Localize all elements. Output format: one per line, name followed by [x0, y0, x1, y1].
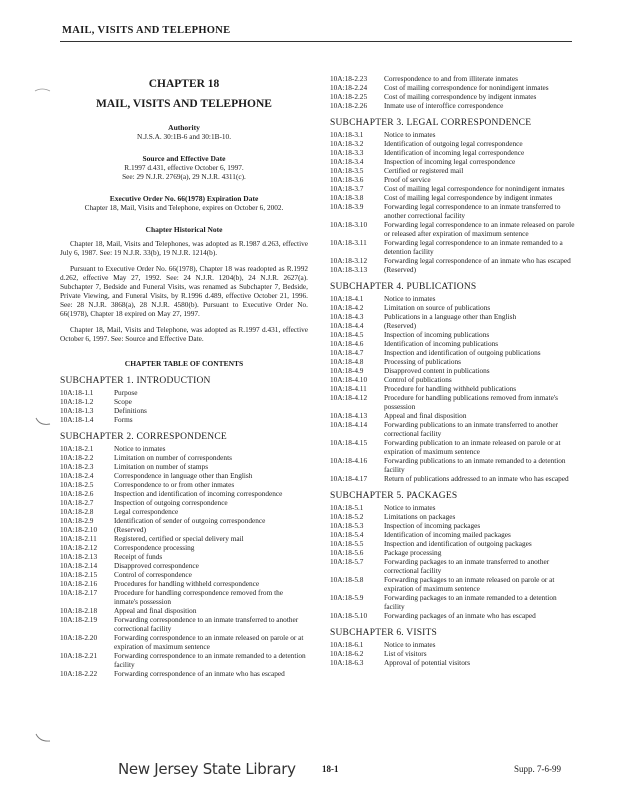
- subchapter-1-title: SUBCHAPTER 1. INTRODUCTION: [60, 376, 211, 386]
- toc-entry: [60, 516, 308, 525]
- section-number: 10A:18-2.23: [330, 74, 368, 83]
- section-number: 10A:18-3.11: [330, 238, 367, 247]
- section-number: 10A:18-3.6: [330, 175, 364, 184]
- toc-entry: [330, 438, 578, 456]
- section-title: Purpose: [114, 388, 138, 397]
- scan-mark: [34, 416, 52, 428]
- toc-entry: [330, 474, 578, 483]
- scan-mark: [34, 732, 52, 744]
- section-title: Notice to inmates: [114, 444, 166, 453]
- section-title: Identification of outgoing legal correspondence: [384, 139, 523, 148]
- section-number: 10A:18-4.4: [330, 321, 364, 330]
- section-title: Appeal and final disposition: [114, 606, 197, 615]
- section-title: Inspection and identification of outgoing packages: [384, 539, 532, 548]
- authority-heading: Authority: [168, 123, 200, 132]
- toc-entry: [330, 130, 578, 139]
- section-number: 10A:18-4.16: [330, 456, 368, 465]
- section-title: Notice to inmates: [384, 294, 436, 303]
- section-title: Forwarding correspondence to an inmate released on parole or at expiration of maximum sentence: [114, 633, 304, 651]
- subchapter-1-list: [60, 388, 308, 424]
- section-number: 10A:18-4.15: [330, 438, 368, 447]
- section-title: Forwarding legal correspondence of an inmate who has escaped: [384, 256, 571, 265]
- toc-entry: [330, 366, 578, 375]
- section-title: Limitations on packages: [384, 512, 456, 521]
- section-title: Forwarding packages to an inmate remanded to a detention facility: [384, 593, 557, 611]
- section-title: Forwarding legal correspondence to an inmate transferred to another correctional facility: [384, 202, 561, 220]
- section-title: Inspection and identification of incoming correspondence: [114, 489, 283, 498]
- toc-entry: [330, 611, 578, 620]
- section-title: Procedure for handling withheld publications: [384, 384, 517, 393]
- section-number: 10A:18-4.8: [330, 357, 364, 366]
- toc-entry: [60, 489, 308, 498]
- toc-entry: [330, 411, 578, 420]
- section-number: 10A:18-3.4: [330, 157, 364, 166]
- section-title: Notice to inmates: [384, 640, 436, 649]
- section-title: (Reserved): [114, 525, 147, 534]
- source-line-1: R.1997 d.431, effective October 6, 1997.: [124, 163, 244, 172]
- subchapter-2-continued-list: [330, 74, 578, 110]
- section-number: 10A:18-2.17: [60, 588, 98, 597]
- section-title: Forwarding publications to an inmate remanded to a detention facility: [384, 456, 566, 474]
- toc-entry: [330, 521, 578, 530]
- section-number: 10A:18-5.5: [330, 539, 364, 548]
- section-title: Disapproved content in publications: [384, 366, 490, 375]
- toc-entry: [330, 456, 578, 474]
- toc-entry: [330, 548, 578, 557]
- toc-entry: [60, 453, 308, 462]
- section-title: Cost of mailing correspondence by indigent inmates: [384, 92, 537, 101]
- section-title: Scope: [114, 397, 132, 406]
- section-number: 10A:18-4.17: [330, 474, 368, 483]
- section-number: 10A:18-2.20: [60, 633, 98, 642]
- section-number: 10A:18-4.11: [330, 384, 367, 393]
- toc-entry: [330, 148, 578, 157]
- toc-entry: [60, 552, 308, 561]
- section-title: Notice to inmates: [384, 130, 436, 139]
- section-title: Inspection of outgoing correspondence: [114, 498, 228, 507]
- section-number: 10A:18-2.10: [60, 525, 98, 534]
- section-title: Publications in a language other than English: [384, 312, 517, 321]
- toc-entry: [60, 415, 308, 424]
- toc-entry: [330, 512, 578, 521]
- section-title: Receipt of funds: [114, 552, 163, 561]
- toc-entry: [330, 593, 578, 611]
- section-title: Forwarding packages of an inmate who has escaped: [384, 611, 536, 620]
- toc-entry: [330, 384, 578, 393]
- right-column: [330, 74, 578, 667]
- source-line-2: See: 29 N.J.R. 2769(a), 29 N.J.R. 4311(c).: [122, 172, 246, 181]
- section-title: Correspondence to and from illiterate inmates: [384, 74, 518, 83]
- section-title: Forwarding publications to an inmate transferred to another correctional facility: [384, 420, 559, 438]
- toc-entry: [60, 579, 308, 588]
- subchapter-5-list: [330, 503, 578, 620]
- section-title: Identification of incoming legal correspondence: [384, 148, 525, 157]
- section-number: 10A:18-5.8: [330, 575, 364, 584]
- section-number: 10A:18-3.2: [330, 139, 364, 148]
- section-number: 10A:18-5.2: [330, 512, 364, 521]
- section-title: Forwarding legal correspondence to an inmate remanded to a detention facility: [384, 238, 563, 256]
- section-number: 10A:18-1.3: [60, 406, 94, 415]
- section-number: 10A:18-5.7: [330, 557, 364, 566]
- toc-entry: [60, 507, 308, 516]
- toc-entry: [330, 139, 578, 148]
- section-title: Definitions: [114, 406, 147, 415]
- section-number: 10A:18-2.15: [60, 570, 98, 579]
- section-title: Forwarding correspondence to an inmate transferred to another correctional facility: [114, 615, 299, 633]
- toc-entry: [60, 561, 308, 570]
- section-number: 10A:18-4.5: [330, 330, 364, 339]
- toc-entry: [330, 238, 578, 256]
- section-title: Procedure for handling publications removed from inmate's possession: [384, 393, 558, 411]
- toc-entry: [330, 101, 578, 110]
- toc-entry: [330, 294, 578, 303]
- section-title: Correspondence processing: [114, 543, 195, 552]
- subchapter-2-title: SUBCHAPTER 2. CORRESPONDENCE: [60, 432, 227, 442]
- section-number: 10A:18-4.2: [330, 303, 364, 312]
- section-title: Appeal and final disposition: [384, 411, 467, 420]
- toc-entry: [330, 265, 578, 274]
- toc-entry: [330, 175, 578, 184]
- subchapter-6-list: [330, 640, 578, 667]
- section-title: Inspection of incoming legal correspondence: [384, 157, 516, 166]
- section-title: Notice to inmates: [384, 503, 436, 512]
- section-title: Forwarding correspondence to an inmate remanded to a detention facility: [114, 651, 306, 669]
- section-number: 10A:18-3.13: [330, 265, 368, 274]
- chapter-title: MAIL, VISITS AND TELEPHONE: [96, 98, 272, 110]
- section-number: 10A:18-2.6: [60, 489, 94, 498]
- exec-order-heading: Executive Order No. 66(1978) Expiration Date: [109, 194, 259, 203]
- subchapter-5-title: SUBCHAPTER 5. PACKAGES: [330, 491, 458, 501]
- subchapter-3-list: [330, 130, 578, 274]
- left-column: [60, 74, 308, 678]
- toc-entry: [330, 321, 578, 330]
- section-title: Inspection of incoming packages: [384, 521, 481, 530]
- page-number: 18-1: [322, 764, 339, 774]
- toc-entry: [330, 330, 578, 339]
- section-number: 10A:18-2.9: [60, 516, 94, 525]
- section-number: 10A:18-4.7: [330, 348, 364, 357]
- toc-entry: [330, 157, 578, 166]
- section-number: 10A:18-3.3: [330, 148, 364, 157]
- toc-entry: [330, 166, 578, 175]
- section-number: 10A:18-2.12: [60, 543, 98, 552]
- toc-entry: [330, 575, 578, 593]
- source-heading: Source and Effective Date: [142, 154, 226, 163]
- section-number: 10A:18-4.12: [330, 393, 368, 402]
- section-number: 10A:18-2.3: [60, 462, 94, 471]
- section-title: Disapproved correspondence: [114, 561, 199, 570]
- toc-entry: [60, 462, 308, 471]
- section-number: 10A:18-5.3: [330, 521, 364, 530]
- toc-entry: [60, 543, 308, 552]
- section-number: 10A:18-5.1: [330, 503, 364, 512]
- toc-entry: [60, 498, 308, 507]
- section-title: (Reserved): [384, 321, 417, 330]
- section-number: 10A:18-5.9: [330, 593, 364, 602]
- toc-heading: CHAPTER TABLE OF CONTENTS: [124, 359, 244, 368]
- header-rule: [60, 41, 572, 42]
- toc-entry: [60, 534, 308, 543]
- section-title: Cost of mailing correspondence for nonindigent inmates: [384, 83, 549, 92]
- section-title: Processing of publications: [384, 357, 462, 366]
- section-number: 10A:18-2.18: [60, 606, 98, 615]
- authority-text: N.J.S.A. 30:1B-6 and 30:1B-10.: [136, 132, 232, 141]
- section-number: 10A:18-6.1: [330, 640, 364, 649]
- section-number: 10A:18-5.6: [330, 548, 364, 557]
- section-title: (Reserved): [384, 265, 417, 274]
- section-title: Control of publications: [384, 375, 452, 384]
- section-title: Inmate use of interoffice correspondence: [384, 101, 504, 110]
- section-title: Forwarding correspondence of an inmate who has escaped: [114, 669, 285, 678]
- exec-order-text: Chapter 18, Mail, Visits and Telephone, expires on October 6, 2002.: [84, 203, 284, 212]
- section-title: Cost of mailing legal correspondence by indigent inmates: [384, 193, 553, 202]
- section-number: 10A:18-1.2: [60, 397, 94, 406]
- section-title: Procedures for handling withheld correspondence: [114, 579, 260, 588]
- section-title: Legal correspondence: [114, 507, 179, 516]
- toc-entry: [60, 651, 308, 669]
- section-title: Inspection of incoming publications: [384, 330, 490, 339]
- toc-entry: [330, 83, 578, 92]
- section-title: Certified or registered mail: [384, 166, 464, 175]
- toc-entry: [330, 220, 578, 238]
- toc-entry: [60, 669, 308, 678]
- toc-entry: [60, 444, 308, 453]
- section-number: 10A:18-2.14: [60, 561, 98, 570]
- toc-entry: [60, 525, 308, 534]
- toc-entry: [330, 530, 578, 539]
- toc-entry: [330, 393, 578, 411]
- section-number: 10A:18-3.5: [330, 166, 364, 175]
- toc-entry: [60, 588, 308, 606]
- section-title: Limitation on number of correspondents: [114, 453, 232, 462]
- section-number: 10A:18-2.21: [60, 651, 98, 660]
- section-number: 10A:18-2.11: [60, 534, 97, 543]
- toc-entry: [330, 420, 578, 438]
- toc-entry: [60, 570, 308, 579]
- toc-entry: [330, 649, 578, 658]
- toc-entry: [60, 480, 308, 489]
- toc-entry: [330, 375, 578, 384]
- section-title: Forwarding legal correspondence to an inmate released on parole or released after expiration of maximum sentence: [384, 220, 575, 238]
- section-number: 10A:18-5.4: [330, 530, 364, 539]
- section-number: 10A:18-3.9: [330, 202, 364, 211]
- toc-entry: [330, 92, 578, 101]
- toc-entry: [330, 202, 578, 220]
- section-number: 10A:18-3.10: [330, 220, 368, 229]
- section-number: 10A:18-2.1: [60, 444, 94, 453]
- section-number: 10A:18-4.10: [330, 375, 368, 384]
- section-number: 10A:18-2.22: [60, 669, 98, 678]
- toc-entry: [330, 503, 578, 512]
- section-number: 10A:18-4.3: [330, 312, 364, 321]
- section-title: Proof of service: [384, 175, 431, 184]
- subchapter-4-list: [330, 294, 578, 483]
- section-title: Correspondence to or from other inmates: [114, 480, 235, 489]
- section-title: Inspection and identification of outgoing publications: [384, 348, 541, 357]
- toc-entry: [330, 539, 578, 548]
- toc-entry: [330, 357, 578, 366]
- section-title: Return of publications addressed to an inmate who has escaped: [384, 474, 569, 483]
- library-stamp: New Jersey State Library: [118, 760, 296, 778]
- section-number: 10A:18-1.4: [60, 415, 94, 424]
- section-number: 10A:18-1.1: [60, 388, 94, 397]
- section-number: 10A:18-2.8: [60, 507, 94, 516]
- toc-entry: [60, 471, 308, 480]
- section-number: 10A:18-4.1: [330, 294, 364, 303]
- section-number: 10A:18-2.26: [330, 101, 368, 110]
- section-number: 10A:18-4.13: [330, 411, 368, 420]
- running-head: MAIL, VISITS AND TELEPHONE: [62, 25, 231, 36]
- toc-entry: [330, 256, 578, 265]
- section-title: Limitation on number of stamps: [114, 462, 209, 471]
- toc-entry: [330, 193, 578, 202]
- section-title: Procedure for handling correspondence removed from the inmate's possession: [114, 588, 283, 606]
- toc-entry: [60, 633, 308, 651]
- section-number: 10A:18-3.1: [330, 130, 364, 139]
- section-title: Limitation on source of publications: [384, 303, 491, 312]
- section-title: Approval of potential visitors: [384, 658, 471, 667]
- toc-entry: [60, 388, 308, 397]
- toc-entry: [330, 339, 578, 348]
- toc-entry: [330, 74, 578, 83]
- toc-entry: [330, 557, 578, 575]
- toc-entry: [60, 615, 308, 633]
- section-title: Identification of incoming mailed packages: [384, 530, 511, 539]
- toc-entry: [330, 312, 578, 321]
- chapter-number: CHAPTER 18: [148, 78, 220, 90]
- section-number: 10A:18-2.19: [60, 615, 98, 624]
- section-number: 10A:18-3.7: [330, 184, 364, 193]
- section-number: 10A:18-2.13: [60, 552, 98, 561]
- section-title: List of visitors: [384, 649, 427, 658]
- section-title: Forwarding packages to an inmate released on parole or at expiration of maximum sentence: [384, 575, 555, 593]
- section-number: 10A:18-6.3: [330, 658, 364, 667]
- section-number: 10A:18-4.9: [330, 366, 364, 375]
- section-title: Package processing: [384, 548, 442, 557]
- section-title: Forwarding packages to an inmate transferred to another correctional facility: [384, 557, 550, 575]
- section-number: 10A:18-4.6: [330, 339, 364, 348]
- subchapter-4-title: SUBCHAPTER 4. PUBLICATIONS: [330, 282, 477, 292]
- section-title: Identification of incoming publications: [384, 339, 499, 348]
- section-title: Control of correspondence: [114, 570, 192, 579]
- scan-mark: [34, 86, 52, 94]
- section-number: 10A:18-2.25: [330, 92, 368, 101]
- historical-note-p2: Pursuant to Executive Order No. 66(1978), Chapter 18 was readopted as R.1992 d.262, effective May 27, 1992. See: 24 N.J.R. 1204(b), 24 N.J.R. 2627(a). Subchapter 7, Bedside and Funeral Visits, was renamed as Subchapter 7, Bedside, Private Viewing, and Funeral Visits, by R.1996 d.489, effective October 21, 1996. See: 28 N.J.R. 3868(a), 28 N.J.R. 4580(b). Pursuant to Executive Order No. 66(1978), Chapter 18 expired on May 27, 1997.: [60, 264, 308, 318]
- section-number: 10A:18-4.14: [330, 420, 368, 429]
- section-number: 10A:18-2.4: [60, 471, 94, 480]
- section-number: 10A:18-2.7: [60, 498, 94, 507]
- section-title: Correspondence in language other than English: [114, 471, 253, 480]
- section-title: Forwarding publication to an inmate released on parole or at expiration of maximum sentence: [384, 438, 561, 456]
- toc-entry: [60, 397, 308, 406]
- section-number: 10A:18-3.8: [330, 193, 364, 202]
- section-title: Identification of sender of outgoing correspondence: [114, 516, 266, 525]
- historical-note-p3: Chapter 18, Mail, Visits and Telephone, was adopted as R.1997 d.431, effective October 6, 1997. See: Source and Effective Date.: [60, 325, 308, 343]
- section-title: Cost of mailing legal correspondence for nonindigent inmates: [384, 184, 565, 193]
- section-number: 10A:18-2.2: [60, 453, 94, 462]
- supplement-date: Supp. 7-6-99: [514, 764, 561, 774]
- toc-entry: [330, 348, 578, 357]
- section-number: 10A:18-2.24: [330, 83, 368, 92]
- toc-entry: [330, 184, 578, 193]
- historical-note-heading: Chapter Historical Note: [145, 225, 223, 234]
- section-number: 10A:18-6.2: [330, 649, 364, 658]
- toc-entry: [60, 606, 308, 615]
- toc-entry: [330, 658, 578, 667]
- section-number: 10A:18-5.10: [330, 611, 368, 620]
- section-number: 10A:18-3.12: [330, 256, 368, 265]
- section-number: 10A:18-2.16: [60, 579, 98, 588]
- subchapter-6-title: SUBCHAPTER 6. VISITS: [330, 628, 438, 638]
- toc-entry: [330, 303, 578, 312]
- subchapter-2-list: [60, 444, 308, 678]
- section-number: 10A:18-2.5: [60, 480, 94, 489]
- subchapter-3-title: SUBCHAPTER 3. LEGAL CORRESPONDENCE: [330, 118, 532, 128]
- toc-entry: [330, 640, 578, 649]
- toc-entry: [60, 406, 308, 415]
- section-title: Forms: [114, 415, 133, 424]
- section-title: Registered, certified or special delivery mail: [114, 534, 244, 543]
- historical-note-p1: Chapter 18, Mail, Visits and Telephones, was adopted as R.1987 d.263, effective July 6, 1987. See: 19 N.J.R. 33(b), 19 N.J.R. 1214(b).: [60, 239, 308, 257]
